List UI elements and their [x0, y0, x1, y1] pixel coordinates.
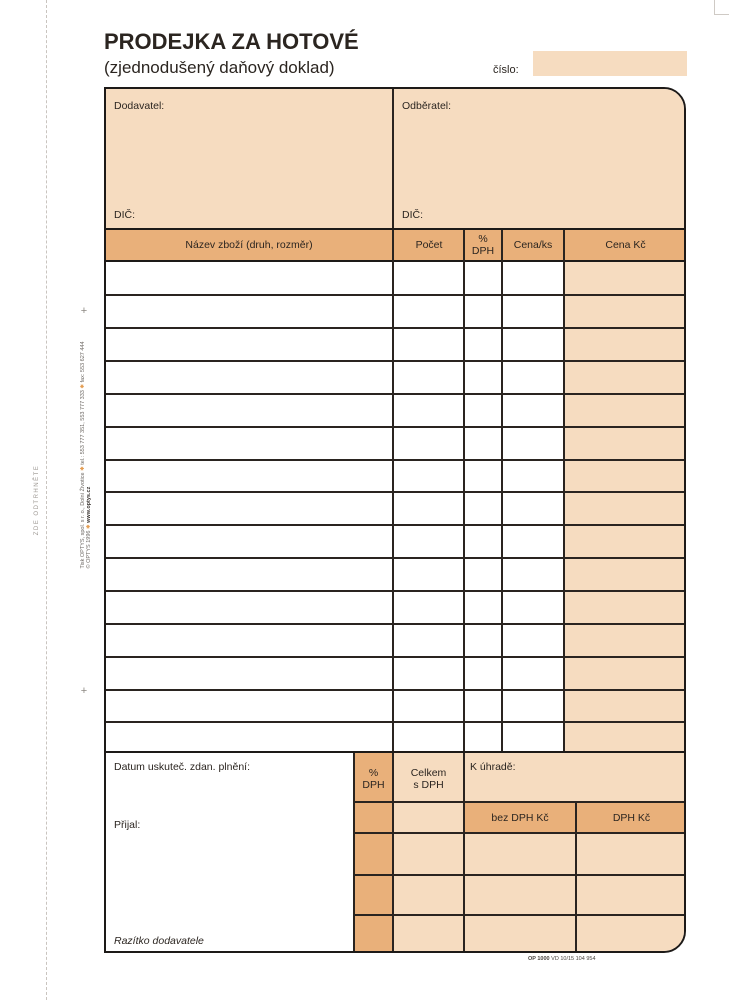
footer-vat-header	[355, 767, 392, 791]
footer-vat-top: %	[368, 767, 379, 779]
col-vat-header-bottom: DPH	[471, 245, 495, 257]
product-code-extra: VD 10/15 104 954	[551, 956, 596, 962]
row-line	[106, 327, 686, 329]
row-line	[106, 294, 686, 296]
footer-total-bottom: s DPH	[413, 779, 444, 791]
footer-vat-bottom: DPH	[362, 779, 385, 791]
page-title: PRODEJKA ZA HOTOVÉ	[104, 29, 359, 54]
footer-col-line	[463, 753, 465, 953]
invoice-form	[104, 87, 686, 953]
stamp-label: Razítko dodavatele	[114, 935, 204, 947]
row-line	[106, 623, 686, 625]
copyright-text: © OPTYS 1996	[86, 530, 92, 569]
number-field[interactable]	[533, 51, 687, 76]
vat-amount-header: DPH Kč	[612, 812, 651, 824]
without-vat-header: bez DPH Kč	[491, 812, 549, 824]
supplier-label: Dodavatel:	[114, 100, 165, 112]
star-icon: ✱	[80, 384, 86, 389]
party-divider	[392, 89, 394, 228]
customer-label: Odběratel:	[402, 100, 452, 112]
footer-row-line	[353, 874, 686, 876]
product-code	[528, 956, 596, 962]
star-icon: ✱	[86, 524, 92, 529]
corner-mark	[714, 0, 729, 15]
col-price-header: Cena Kč	[605, 239, 646, 251]
registration-mark-top: +	[80, 305, 88, 317]
row-line	[106, 590, 686, 592]
row-line	[106, 426, 686, 428]
printer-info-3: fax: 553 627 444	[80, 341, 86, 383]
col-unit-price-header: Cena/ks	[513, 239, 553, 251]
number-label: číslo:	[493, 64, 519, 76]
registration-mark-bottom: +	[80, 685, 88, 697]
star-icon: ✱	[80, 466, 86, 471]
row-line	[106, 721, 686, 723]
printer-info-2: tel.: 553 777 351, 553 777 333	[80, 390, 86, 465]
row-line	[106, 393, 686, 395]
price-column	[565, 262, 686, 751]
web-address: www.optys.cz	[86, 486, 92, 523]
col-name-header: Název zboží (druh, rozměr)	[185, 239, 313, 251]
tear-line	[46, 0, 47, 1000]
page-subtitle: (zjednodušený daňový doklad)	[104, 58, 335, 77]
col-count-header: Počet	[415, 239, 443, 251]
footer-row-line	[353, 914, 686, 916]
received-label: Přijal:	[114, 819, 141, 831]
row-line	[106, 491, 686, 493]
col-vat-header-top: %	[478, 233, 488, 245]
footer-row-line	[353, 832, 686, 834]
footer-total-top: Celkem	[410, 767, 447, 779]
col-line	[563, 230, 565, 751]
printer-info	[80, 341, 92, 568]
to-pay-label: K úhradě:	[470, 761, 516, 773]
row-line	[106, 689, 686, 691]
row-line	[106, 557, 686, 559]
col-line	[463, 230, 465, 751]
col-vat-header	[464, 233, 502, 257]
cut-here-text: ZDE ODTRHNĚTE	[34, 464, 40, 536]
footer-col-line	[575, 803, 577, 953]
product-code-main: OP 1000	[528, 956, 550, 962]
footer-row-line	[353, 801, 686, 803]
row-line	[106, 524, 686, 526]
row-line	[106, 656, 686, 658]
date-label: Datum uskuteč. zdan. plnění:	[114, 761, 250, 773]
footer-total-header	[394, 767, 463, 791]
supplier-dic-label: DIČ:	[114, 209, 135, 221]
printer-info-1: Tisk OPTYS, spol. s r. o., Dolní Životice	[80, 472, 86, 569]
col-line	[392, 230, 394, 751]
customer-dic-label: DIČ:	[402, 209, 423, 221]
row-line	[106, 459, 686, 461]
row-line	[106, 360, 686, 362]
col-line	[501, 230, 503, 751]
